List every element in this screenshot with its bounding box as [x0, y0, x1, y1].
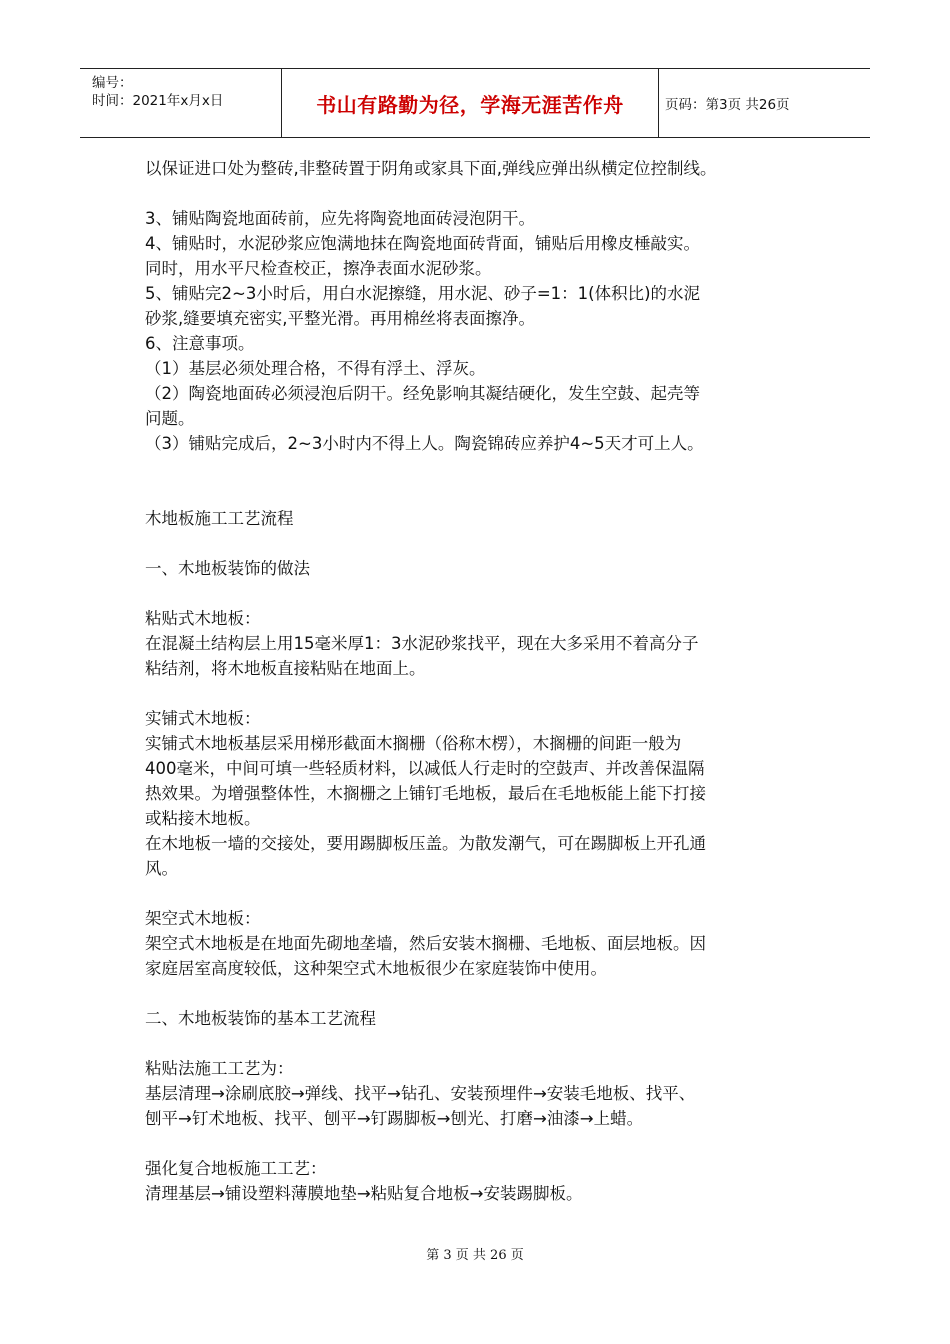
header-page-cell	[665, 69, 870, 137]
text-line: 清理基层→铺设塑料薄膜地垫→粘贴复合地板→安装踢脚板。	[145, 1184, 583, 1203]
page-header	[80, 68, 870, 138]
text-line: （3）铺贴完成后，2~3小时内不得上人。陶瓷锦砖应养护4~5天才可上人。	[145, 434, 704, 453]
doc-number-label: 编号：	[92, 75, 133, 91]
blank-line	[145, 981, 815, 1006]
header-motto-cell	[282, 69, 659, 137]
blank-line	[145, 456, 815, 481]
text-line: 粘贴法施工工艺为：	[145, 1059, 294, 1078]
text-line: 热效果。为增强整体性，木搁栅之上铺钉毛地板，最后在毛地板能上能下打接	[145, 784, 706, 803]
text-line: （1）基层必须处理合格，不得有浮土、浮灰。	[145, 359, 486, 378]
text-line: 粘贴式木地板：	[145, 609, 261, 628]
text-line: 400毫米，中间可填一些轻质材料，以减低人行走时的空鼓声、并改善保温隔	[145, 759, 705, 778]
text-line: 或粘接木地板。	[145, 809, 261, 828]
text-line: 刨平→钉术地板、找平、刨平→钉踢脚板→刨光、打磨→油漆→上蜡。	[145, 1109, 644, 1128]
blank-line	[145, 531, 815, 556]
text-line: 实铺式木地板基层采用梯形截面木搁栅（俗称木楞），木搁栅的间距一般为	[145, 734, 682, 753]
text-line: 4、铺贴时，水泥砂浆应饱满地抹在陶瓷地面砖背面，铺贴后用橡皮棰敲实。	[145, 234, 700, 253]
text-line: 架空式木地板是在地面先砌地垄墙，然后安装木搁栅、毛地板、面层地板。因	[145, 934, 706, 953]
blank-line	[145, 181, 815, 206]
blank-line	[145, 581, 815, 606]
blank-line	[145, 1131, 815, 1156]
text-line: 砂浆,缝要填充密实,平整光滑。再用棉丝将表面擦净。	[145, 309, 535, 328]
text-line: 在混凝土结构层上用15毫米厚1：3水泥砂浆找平，现在大多采用不着高分子	[145, 634, 699, 653]
text-line: 架空式木地板：	[145, 909, 261, 928]
text-line: 二、木地板装饰的基本工艺流程	[145, 1009, 376, 1028]
text-line: 问题。	[145, 409, 195, 428]
document-body	[145, 156, 815, 1206]
header-meta	[80, 69, 282, 137]
page-footer: 第 3 页 共 26 页	[426, 1248, 524, 1263]
text-line: 同时，用水平尺检查校正，擦净表面水泥砂浆。	[145, 259, 492, 278]
text-line: 粘结剂，将木地板直接粘贴在地面上。	[145, 659, 426, 678]
text-line: （2）陶瓷地面砖必须浸泡后阴干。经免影响其凝结硬化，发生空鼓、起壳等	[145, 384, 700, 403]
header-motto: 书山有路勤为径，学海无涯苦作舟	[316, 92, 624, 117]
text-line: 实铺式木地板：	[145, 709, 261, 728]
text-line: 家庭居室高度较低，这种架空式木地板很少在家庭装饰中使用。	[145, 959, 607, 978]
text-line: 5、铺贴完2~3小时后，用白水泥擦缝，用水泥、砂子=1：1(体积比)的水泥	[145, 284, 701, 303]
text-line: 风。	[145, 859, 178, 878]
text-line: 3、铺贴陶瓷地面砖前，应先将陶瓷地面砖浸泡阴干。	[145, 209, 535, 228]
text-line: 以保证进口处为整砖,非整砖置于阴角或家具下面,弹线应弹出纵横定位控制线。	[145, 159, 717, 178]
header-page-label: 页码：第3页 共26页	[665, 97, 790, 113]
text-line: 一、木地板装饰的做法	[145, 559, 310, 578]
text-line: 在木地板一墙的交接处，要用踢脚板压盖。为散发潮气，可在踢脚板上开孔通	[145, 834, 706, 853]
blank-line	[145, 481, 815, 506]
blank-line	[145, 881, 815, 906]
text-line: 强化复合地板施工工艺：	[145, 1159, 327, 1178]
text-line: 木地板施工工艺流程	[145, 509, 294, 528]
blank-line	[145, 1031, 815, 1056]
text-line: 基层清理→涂刷底胶→弹线、找平→钻孔、安装预埋件→安装毛地板、找平、	[145, 1084, 696, 1103]
text-line: 6、注意事项。	[145, 334, 255, 353]
blank-line	[145, 681, 815, 706]
doc-date-label: 时间：2021年x月x日	[92, 93, 224, 109]
